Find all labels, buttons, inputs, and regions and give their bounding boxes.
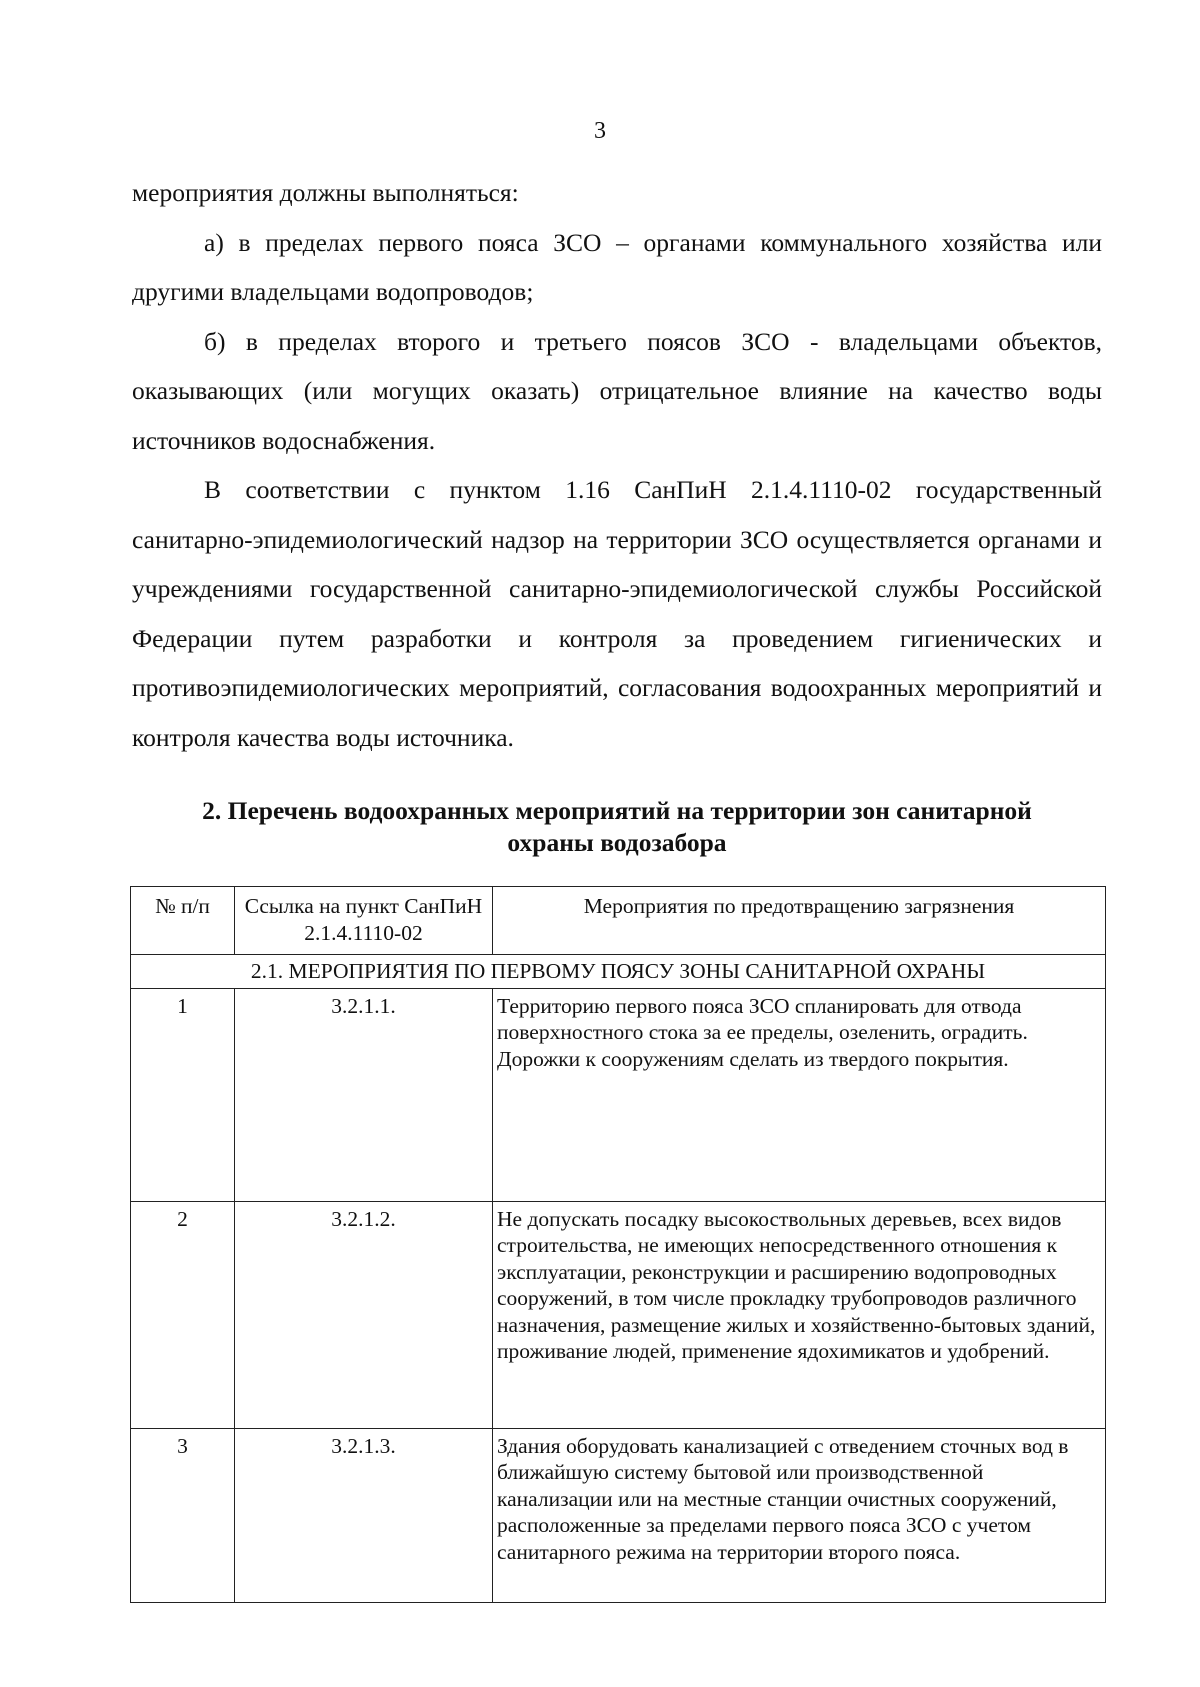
header-measure: Мероприятия по предотвращению загрязнения [493,887,1106,955]
section-heading: 2.1. МЕРОПРИЯТИЯ ПО ПЕРВОМУ ПОЯСУ ЗОНЫ САНИТАРНОЙ ОХРАНЫ [131,955,1106,989]
table-row [131,1428,1106,1602]
row-num: 2 [131,1201,235,1428]
row-measure: Здания оборудовать канализацией с отведением сточных вод в ближайшую систему бытовой или производственной канализации или на местные станции очистных сооружений, расположенные за пределами первого пояса ЗСО с учетом санитарного режима на территории второго пояса. [493,1428,1106,1602]
page-number: 3 [594,118,606,144]
body-text [132,168,1102,762]
table-row [131,988,1106,1201]
table-row [131,1201,1106,1428]
paragraph-1: мероприятия должны выполняться: [132,178,519,207]
paragraph-2: а) в пределах первого пояса ЗСО – органами коммунального хозяйства или другими владельцами водопроводов; [132,227,1102,306]
row-ref: 3.2.1.2. [235,1201,493,1428]
paragraph-3: б) в пределах второго и третьего поясов ЗСО - владельцами объектов, оказывающих (или могущих оказать) отрицательное влияние на качество воды источников водоснабжения. [132,326,1102,455]
header-num: № п/п [131,887,235,955]
section-title-line-1: 2. Перечень водоохранных мероприятий на территории зон санитарной [202,796,1032,825]
row-num: 3 [131,1428,235,1602]
row-num: 1 [131,988,235,1201]
measures-table [130,886,1106,1603]
row-measure: Территорию первого пояса ЗСО спланировать для отвода поверхностного стока за ее пределы, озеленить, оградить. Дорожки к сооружениям сделать из твердого покрытия. [493,988,1106,1201]
table-section-row [131,955,1106,989]
row-measure: Не допускать посадку высокоствольных деревьев, всех видов строительства, не имеющих непосредственного отношения к эксплуатации, реконструкции и расширению водопроводных сооружений, в том числе прокладку трубопроводов различного назначения, размещение жилых и хозяйственно-бытовых зданий, проживание людей, применение ядохимикатов и удобрений. [493,1201,1106,1428]
table-header-row [131,887,1106,955]
paragraph-4: В соответствии с пунктом 1.16 СанПиН 2.1.4.1110-02 государственный санитарно-эпидемиологический надзор на территории ЗСО осуществляется органами и учреждениями государственной санитарно-эпидемиологической службы Российской Федерации путем разработки и контроля за проведением гигиенических и противоэпидемиологических мероприятий, согласования водоохранных мероприятий и контроля качества воды источника. [132,475,1102,752]
row-ref: 3.2.1.3. [235,1428,493,1602]
section-title-line-2: охраны водозабора [507,828,727,857]
section-title [132,795,1102,859]
header-ref: Ссылка на пункт СанПиН 2.1.4.1110-02 [235,887,493,955]
row-ref: 3.2.1.1. [235,988,493,1201]
